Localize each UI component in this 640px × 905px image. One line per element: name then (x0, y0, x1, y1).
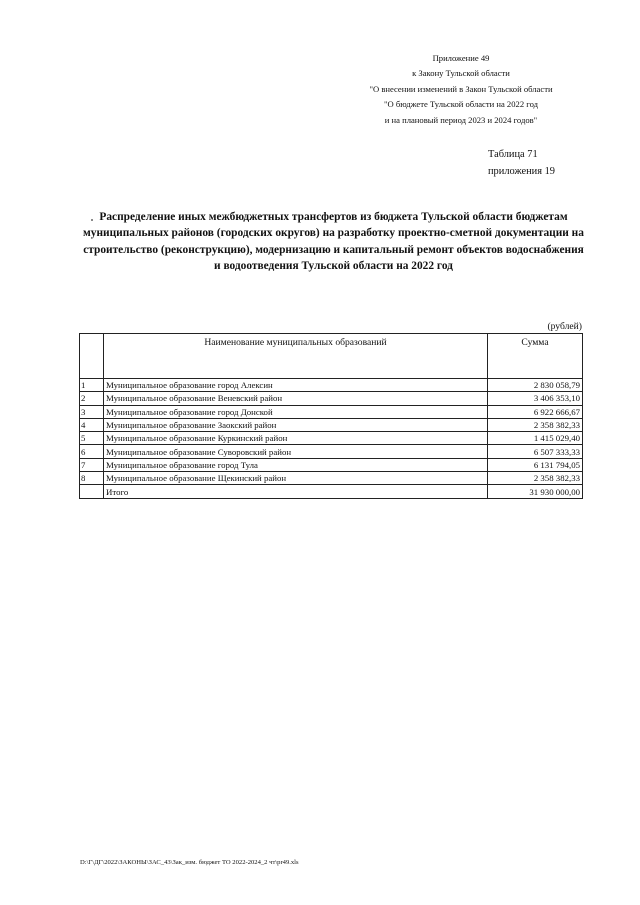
table-ref-line-2: приложения 19 (488, 165, 555, 177)
header-name-cell: Наименование муниципальных образований (104, 334, 488, 379)
annex-reference (340, 51, 582, 128)
total-label: Итого (104, 485, 488, 498)
table-row (80, 445, 583, 458)
table-row (80, 392, 583, 405)
row-sum: 6 507 333,33 (488, 445, 583, 458)
row-number: 2 (80, 392, 104, 405)
table-row (80, 379, 583, 392)
row-name: Муниципальное образование Щекинский район (104, 472, 488, 485)
table-total-row (80, 485, 583, 498)
row-number: 1 (80, 379, 104, 392)
header-sum-cell: Сумма (488, 334, 583, 379)
unit-label: (рублей) (547, 321, 582, 332)
table-row (80, 472, 583, 485)
table-row (80, 405, 583, 418)
row-number: 6 (80, 445, 104, 458)
total-number-cell (80, 485, 104, 498)
transfers-table (79, 333, 583, 499)
row-name: Муниципальное образование Заокский район (104, 418, 488, 431)
document-title: Распределение иных межбюджетных трансфертов из бюджета Тульской области бюджетам муниципальных районов (городских округов) на разработку проектно-сметной документации на строительство (реконструкцию), модернизацию и капитальный ремонт объектов водоснабжения и водоотведения Тульской области на 2022 год (83, 211, 584, 273)
row-sum: 6 131 794,05 (488, 458, 583, 471)
row-number: 8 (80, 472, 104, 485)
file-path-footer: D:\Г\ДГ\2022\ЗАКОНЫ\ЗАС_43\Зак_изм. бюджет ТО 2022-2024_2 чт\рr49.xls (80, 859, 299, 866)
row-number: 5 (80, 432, 104, 445)
row-number: 7 (80, 458, 104, 471)
total-sum: 31 930 000,00 (488, 485, 583, 498)
table-row (80, 432, 583, 445)
row-sum: 6 922 666,67 (488, 405, 583, 418)
row-name: Муниципальное образование Куркинский район (104, 432, 488, 445)
row-sum: 3 406 353,10 (488, 392, 583, 405)
header-num-cell (80, 334, 104, 379)
row-sum: 2 358 382,33 (488, 472, 583, 485)
table-header-row (80, 334, 583, 379)
annex-line-4: "О бюджете Тульской области на 2022 год (384, 99, 538, 110)
row-name: Муниципальное образование Суворовский район (104, 445, 488, 458)
row-number: 4 (80, 418, 104, 431)
row-name: Муниципальное образование Веневский район (104, 392, 488, 405)
row-name: Муниципальное образование город Тула (104, 458, 488, 471)
row-name: Муниципальное образование город Донской (104, 405, 488, 418)
row-sum: 2 830 058,79 (488, 379, 583, 392)
table-reference (488, 147, 555, 180)
table-row (80, 458, 583, 471)
row-sum: 1 415 029,40 (488, 432, 583, 445)
row-name: Муниципальное образование город Алексин (104, 379, 488, 392)
table-ref-line-1: Таблица 71 (488, 149, 538, 160)
row-sum: 2 358 382,33 (488, 418, 583, 431)
annex-line-2: к Закону Тульской области (412, 68, 510, 79)
annex-line-5: и на плановый период 2023 и 2024 годов" (384, 114, 538, 125)
row-number: 3 (80, 405, 104, 418)
table-row (80, 418, 583, 431)
annex-line-3: "О внесении изменений в Закон Тульской области (369, 83, 553, 94)
annex-line-1: Приложение 49 (432, 53, 490, 63)
